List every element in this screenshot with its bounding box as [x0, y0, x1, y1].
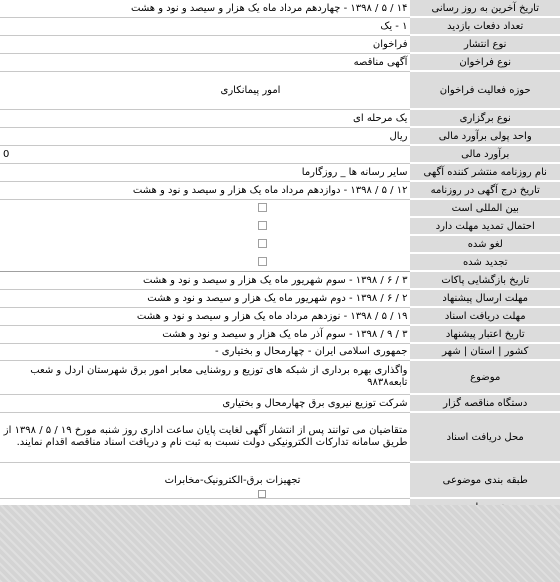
value-holding-type: یک مرحله ای: [0, 109, 410, 127]
value-opening-date: ۳ / ۶ / ۱۳۹۸ - سوم شهریور ماه یک هزار و سیصد و نود و هشت: [0, 271, 410, 289]
label-submission-deadline: مهلت ارسال پیشنهاد: [410, 289, 560, 307]
label-organizer: دستگاه مناقصه گزار: [410, 394, 560, 412]
label-offer-validity: تاریخ اعتبار پیشنهاد: [410, 325, 560, 343]
label-extension: احتمال تمدید مهلت دارد: [410, 217, 560, 235]
row-activity-field: [0, 71, 560, 109]
row-subject: [0, 360, 560, 394]
value-newspaper: سایر رسانه ها _ روزگارما: [0, 163, 410, 181]
value-offer-validity: ۳ / ۹ / ۱۳۹۸ - سوم آذر ماه یک هزار و سیصد و نود و هشت: [0, 325, 410, 343]
row-newspaper: [0, 163, 560, 181]
label-documents-place: محل دریافت اسناد: [410, 412, 560, 462]
label-holding-type: نوع برگزاری: [410, 109, 560, 127]
international-checkbox[interactable]: [258, 203, 267, 212]
label-newspaper-date: تاریخ درج آگهی در روزنامه: [410, 181, 560, 199]
label-visit-count: تعداد دفعات بازدید: [410, 17, 560, 35]
row-visit-count: [0, 17, 560, 35]
row-currency: [0, 127, 560, 145]
row-documents-place: [0, 412, 560, 462]
value-last-update: ۱۴ / ۵ / ۱۳۹۸ - چهاردهم مرداد ماه یک هزار و سیصد و نود و هشت: [0, 0, 410, 17]
row-publish-type: [0, 35, 560, 53]
value-visit-count: ۱ - یک: [0, 17, 410, 35]
renewed-checkbox[interactable]: [258, 257, 267, 266]
label-opening-date: تاریخ بازگشایی پاکات: [410, 271, 560, 289]
label-international: بین المللی است: [410, 199, 560, 217]
value-call-type: آگهی مناقصه: [0, 53, 410, 71]
row-organizer: [0, 394, 560, 412]
row-newspaper-date: [0, 181, 560, 199]
row-location: [0, 343, 560, 360]
row-extension: [0, 217, 560, 235]
row-offer-validity: [0, 325, 560, 343]
value-newspaper-date: ۱۲ / ۵ / ۱۳۹۸ - دوازدهم مرداد ماه یک هزار و سیصد و نود و هشت: [0, 181, 410, 199]
extension-checkbox[interactable]: [258, 221, 267, 230]
footer-pattern: [0, 505, 560, 582]
label-newspaper: نام روزنامه منتشر کننده آگهی: [410, 163, 560, 181]
small-checkbox[interactable]: [258, 490, 266, 498]
row-opening-date: [0, 271, 560, 289]
row-documents-deadline: [0, 307, 560, 325]
row-renewed: [0, 253, 560, 271]
cancelled-checkbox[interactable]: [258, 239, 267, 248]
value-category: تجهیزات برق-الکترونیک-مخابرات: [0, 462, 410, 498]
label-estimate: برآورد مالی: [410, 145, 560, 163]
value-submission-deadline: ۲ / ۶ / ۱۳۹۸ - دوم شهریور ماه یک هزار و سیصد و نود و هشت: [0, 289, 410, 307]
row-call-type: [0, 53, 560, 71]
label-renewed: تجدید شده: [410, 253, 560, 271]
label-currency: واحد پولی برآورد مالی: [410, 127, 560, 145]
row-holding-type: [0, 109, 560, 127]
label-subject: موضوع: [410, 360, 560, 394]
label-call-type: نوع فراخوان: [410, 53, 560, 71]
value-estimate: 0: [0, 145, 410, 163]
label-documents-deadline: مهلت دریافت اسناد: [410, 307, 560, 325]
label-last-update: تاریخ آخرین به روز رسانی: [410, 0, 560, 17]
row-cancelled: [0, 235, 560, 253]
value-documents-deadline: ۱۹ / ۵ / ۱۳۹۸ - نوزدهم مرداد ماه یک هزار و سیصد و نود و هشت: [0, 307, 410, 325]
label-publish-type: نوع انتشار: [410, 35, 560, 53]
value-subject: واگذاری بهره برداری از شبکه های توزیع و روشنایی معابر امور برق شهرستان اردل و شعب تابعه۹۸۳۸: [0, 360, 410, 394]
value-activity-field: امور پیمانکاری: [0, 71, 410, 109]
row-international: [0, 199, 560, 217]
value-documents-place: متقاضیان می توانند پس از انتشار آگهی لغایت پایان ساعت اداری روز شنبه مورخ ۱۹ / ۵ / ۱۳۹۸ از طریق سامانه تدارکات الکترونیکی دولت نسبت به ثبت نام و دریافت اسناد مناقصه اقدام نمایند.: [0, 412, 410, 462]
value-currency: ریال: [0, 127, 410, 145]
row-submission-deadline: [0, 289, 560, 307]
label-category: طبقه بندی موضوعی: [410, 462, 560, 498]
row-estimate: [0, 145, 560, 163]
value-location: جمهوری اسلامی ایران - چهارمحال و بختیاری -: [0, 343, 410, 360]
label-activity-field: حوزه فعالیت فراخوان: [410, 71, 560, 109]
label-location: کشور | استان | شهر: [410, 343, 560, 360]
value-organizer: شرکت توزیع نیروی برق چهارمحال و بختیاری: [0, 394, 410, 412]
label-cancelled: لغو شده: [410, 235, 560, 253]
row-category: [0, 462, 560, 498]
row-last-update: [0, 0, 560, 17]
value-publish-type: فراخوان: [0, 35, 410, 53]
